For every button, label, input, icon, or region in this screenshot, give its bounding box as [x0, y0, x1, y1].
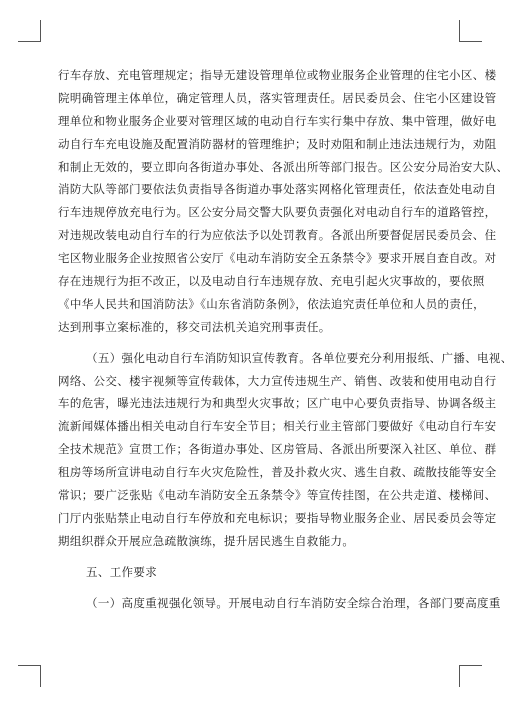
section-heading: 五、工作要求: [86, 564, 158, 579]
text-line: 全技术规范》宣贯工作；各街道办事处、区房管局、各派出所要深入社区、单位、群: [58, 442, 497, 457]
crop-mark-top-right-horizontal: [460, 41, 482, 42]
crop-mark-bottom-right-horizontal: [460, 665, 482, 666]
crop-mark-top-left-vertical: [40, 20, 41, 42]
text-line: 常识；要广泛张贴《电动车消防安全五条禁令》等宣传挂图，在公共走道、楼梯间、: [58, 488, 497, 503]
text-line: 网络、公交、楼宇视频等宣传载体，大力宣传违规生产、销售、改装和使用电动自行: [58, 373, 497, 388]
crop-mark-bottom-left-horizontal: [18, 665, 40, 666]
text-line: 流新闻媒体播出相关电动自行车安全节目；相关行业主管部门要做好《电动自行车安: [58, 419, 497, 434]
paragraph-1: [58, 64, 509, 339]
text-line: 动自行车充电设施及配置消防器材的管理维护；及时劝阻和制止违法违规行为，劝阻: [58, 136, 497, 151]
text-line: 存在违规行为拒不改正，以及电动自行车违规存放、充电引起火灾事故的，要依照: [58, 274, 485, 289]
text-line: （一）高度重视强化领导。开展电动自行车消防安全综合治理，各部门要高度重: [86, 595, 501, 610]
text-line: 达到刑事立案标准的，移交司法机关追究刑事责任。: [58, 319, 331, 334]
crop-mark-bottom-left-vertical: [40, 665, 41, 687]
crop-mark-top-left-horizontal: [18, 41, 40, 42]
crop-mark-top-right-vertical: [459, 20, 460, 42]
text-line: 车的危害，曝光违法违规行为和典型火灾事故；区广电中心要负责指导、协调各级主: [58, 396, 497, 411]
text-line: 租房等场所宣讲电动自行车火灾危险性，普及扑救火灾、逃生自救、疏散技能等安全: [58, 465, 497, 480]
text-line: 消防大队等部门要依法负责指导各街道办事处落实网格化管理责任，依法查处电动自: [58, 182, 497, 197]
text-line: 期组织群众开展应急疏散演练，提升居民逃生自救能力。: [58, 533, 355, 548]
body-text: [58, 64, 513, 614]
text-line: 宅区物业服务企业按照省公安厅《电动车消防安全五条禁令》要求开展自查自改。对: [58, 251, 497, 266]
text-line: 对违规改装电动自行车的行为应依法予以处罚教育。各派出所要督促居民委员会、住: [58, 228, 497, 243]
paragraph-2: [58, 347, 513, 553]
text-line: 门厅内张贴禁止电动自行车停放和充电标识；要指导物业服务企业、居民委员会等定: [58, 510, 497, 525]
text-line: 行车存放、充电管理规定；指导无建设管理单位或物业服务企业管理的住宅小区、楼: [58, 68, 497, 82]
text-line: 《中华人民共和国消防法》《山东省消防条例》，依法追究责任单位和人员的责任，: [58, 296, 485, 311]
text-line: 和制止无效的，要立即向各街道办事处、各派出所等部门报告。区公安分局治安大队、: [58, 159, 509, 174]
crop-mark-bottom-right-vertical: [459, 665, 460, 687]
text-line: 行车违规停放充电行为。区公安分局交警大队要负责强化对电动自行车的道路管控，: [58, 205, 497, 220]
text-line: 院明确管理主体单位，确定管理人员，落实管理责任。居民委员会、住宅小区建设管: [58, 90, 497, 105]
text-line: 理单位和物业服务企业要对管理区域的电动自行车实行集中存放、集中管理，做好电: [58, 113, 497, 128]
text-line: （五）强化电动自行车消防知识宣传教育。各单位要充分利用报纸、广播、电视、: [86, 350, 513, 365]
